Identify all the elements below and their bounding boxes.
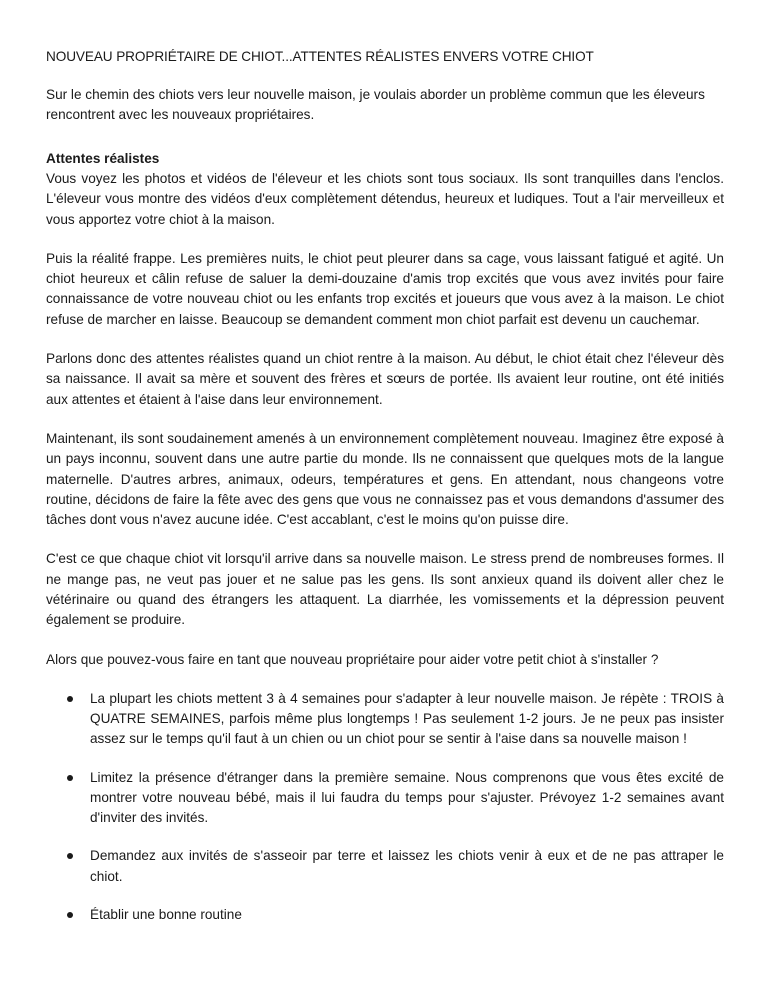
body-paragraph: Puis la réalité frappe. Les premières nuits, le chiot peut pleurer dans sa cage, vous laissant fatigué et agité. Un chiot heureux et câlin refuse de saluer la demi-douzaine d'amis trop excités que vous avez invités pour faire connaissance de votre nouveau chiot ou les enfants trop excités et joueurs que vous avez à la maison. Le chiot refuse de marcher en laisse. Beaucoup se demandent comment mon chiot parfait est devenu un cauchemar. [46, 250, 724, 327]
list-item-text: La plupart les chiots mettent 3 à 4 semaines pour s'adapter à leur nouvelle maison. Je répète : TROIS à QUATRE SEMAINES, parfois même plus longtemps ! Pas seulement 1-2 jours. Je ne peux pas insister assez sur le temps qu'il faut à un chien ou un chiot pour se sentir à l'aise dans sa nouvelle maison ! [90, 690, 724, 747]
question-paragraph: Alors que pouvez-vous faire en tant que nouveau propriétaire pour aider votre petit chiot à s'installer ? [46, 651, 659, 667]
list-item-text: Établir une bonne routine [90, 907, 242, 923]
document-title: NOUVEAU PROPRIÉTAIRE DE CHIOT...ATTENTES RÉALISTES ENVERS VOTRE CHIOT [46, 49, 594, 64]
list-item [46, 905, 724, 925]
list-item-text: Limitez la présence d'étranger dans la première semaine. Nous comprenons que vous êtes excité de montrer votre nouveau bébé, mais il lui faudra du temps pour s'ajuster. Prévoyez 1-2 semaines avant d'inviter des invités. [90, 769, 724, 826]
bullet-icon [67, 912, 73, 918]
list-item [46, 846, 724, 887]
bullet-icon [67, 853, 73, 859]
list-item [46, 689, 724, 750]
section-heading: Attentes réalistes [46, 151, 160, 166]
body-paragraph: Vous voyez les photos et vidéos de l'éleveur et les chiots sont tous sociaux. Ils sont tranquilles dans l'enclos. L'éleveur vous montre des vidéos d'eux complètement détendus, heureux et ludiques. Tout a l'air merveilleux et vous apportez votre chiot à la maison. [46, 171, 724, 227]
intro-paragraph: Sur le chemin des chiots vers leur nouvelle maison, je voulais aborder un problème commun que les éleveurs rencontrent avec les nouveaux propriétaires. [46, 87, 705, 122]
list-item [46, 768, 724, 829]
tips-list [46, 689, 724, 926]
body-paragraph: Parlons donc des attentes réalistes quand un chiot rentre à la maison. Au début, le chiot était chez l'éleveur dès sa naissance. Il avait sa mère et souvent des frères et sœurs de portée. Ils avaient leur routine, ont été initiés aux attentes et étaient à l'aise dans leur environnement. [46, 351, 724, 407]
bullet-icon [67, 775, 73, 781]
body-paragraph: C'est ce que chaque chiot vit lorsqu'il arrive dans sa nouvelle maison. Le stress prend de nombreuses formes. Il ne mange pas, ne veut pas jouer et ne salue pas les gens. Ils sont anxieux quand ils doivent aller chez le vétérinaire ou quand des étrangers les attaquent. La diarrhée, les vomissements et la dépression peuvent également se produire. [46, 551, 724, 628]
bullet-icon [67, 696, 73, 702]
list-item-text: Demandez aux invités de s'asseoir par terre et laissez les chiots venir à eux et de ne pas attraper le chiot. [90, 848, 724, 884]
body-paragraph: Maintenant, ils sont soudainement amenés à un environnement complètement nouveau. Imaginez être exposé à un pays inconnu, souvent dans une autre partie du monde. Ils ne connaissent que quelques mots de la langue maternelle. D'autres arbres, animaux, odeurs, températures et gens. En attendant, nous changeons votre routine, décidons de faire la fête avec des gens que vous ne connaissez pas et vous demandons d'assumer des tâches dont vous n'avez aucune idée. C'est accablant, c'est le moins qu'on puisse dire. [46, 430, 724, 528]
